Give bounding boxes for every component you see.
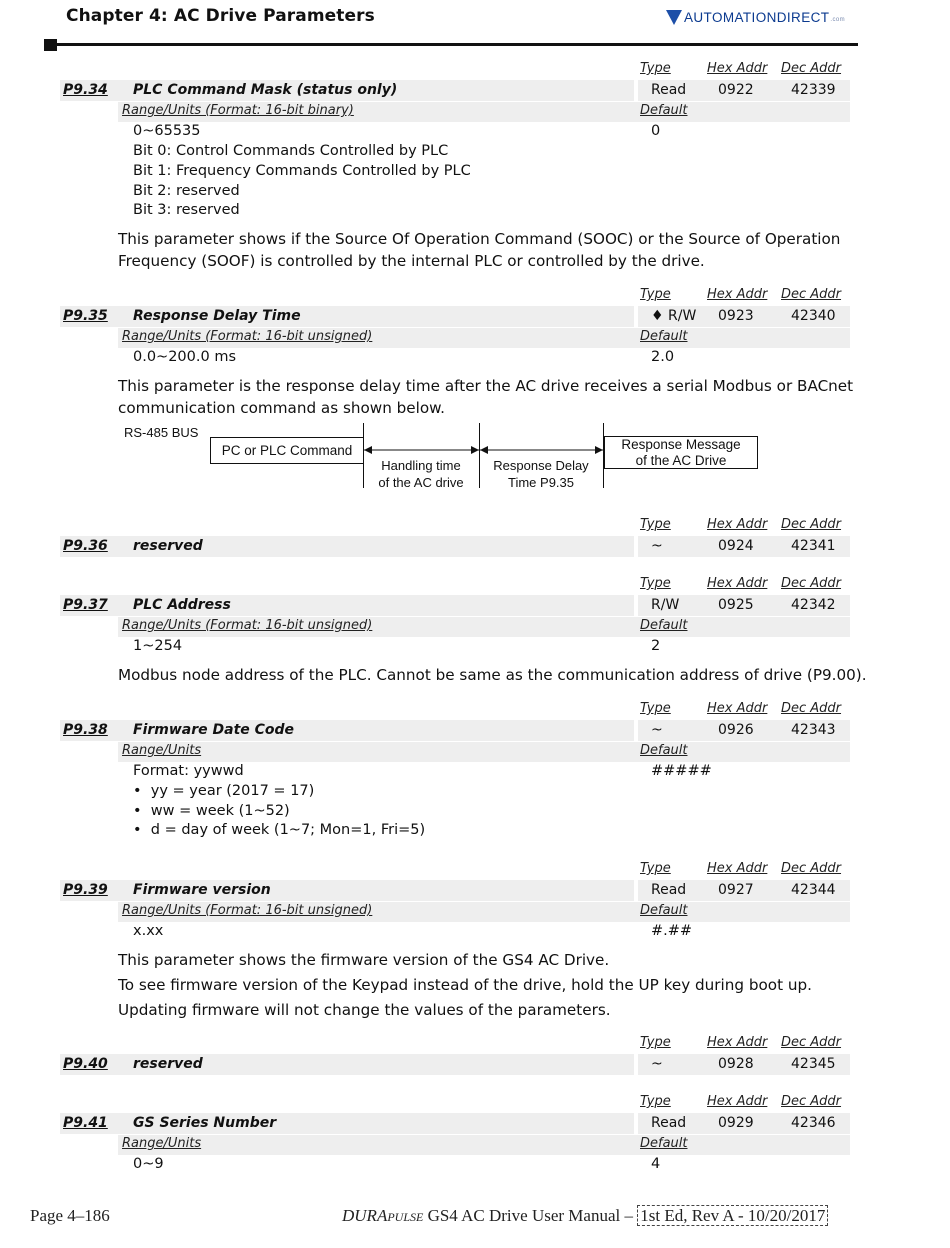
dec-addr-header: Dec Addr [781,861,842,876]
default-header: Default [640,103,688,118]
default-value: #.## [651,923,693,939]
param-number: P9.35 [63,308,108,324]
param-dec-addr: 42341 [791,538,836,554]
range-value: 0~9 [133,1156,164,1172]
param-name: PLC Address [133,597,231,613]
response-box-line: of the AC Drive [635,453,727,468]
param-description-line: communication command as shown below. [118,399,446,417]
param-description-line: To see firmware version of the Keypad instead of the drive, hold the UP key during boot up. [118,976,812,994]
logo-chevron-icon [666,10,682,25]
param-name: reserved [133,1056,203,1072]
header-rule [44,43,858,46]
bullet-item: • yy = year (2017 = 17) [133,783,315,799]
chapter-title: Chapter 4: AC Drive Parameters [66,6,375,26]
brand-name: DURAPULSE [342,1206,424,1225]
dec-addr-header: Dec Addr [781,1035,842,1050]
dec-addr-header: Dec Addr [781,701,842,716]
dec-addr-header: Dec Addr [781,517,842,532]
param-description-line: Updating firmware will not change the values of the parameters. [118,1001,611,1019]
param-dec-addr: 42339 [791,82,836,98]
bit-item: Bit 3: reserved [133,202,240,218]
hex-addr-header: Hex Addr [707,1035,768,1050]
automationdirect-logo [666,6,845,28]
param-dec-addr: 42343 [791,722,836,738]
type-header: Type [640,1035,671,1050]
bit-item: Bit 2: reserved [133,183,240,199]
param-type: ~ [651,722,663,738]
param-description-line: This parameter shows if the Source Of Operation Command (SOOC) or the Source of Operation [118,230,841,248]
range-units-label: Range/Units (Format: 16-bit binary) [122,103,354,118]
param-description-line: Frequency (SOOF) is controlled by the internal PLC or controlled by the drive. [118,252,705,270]
param-name: Firmware version [133,882,271,898]
param-type: ♦ R/W [651,308,697,324]
param-dec-addr: 42344 [791,882,836,898]
param-name: PLC Command Mask (status only) [133,82,398,98]
range-units-label: Range/Units (Format: 16-bit unsigned) [122,903,373,918]
dec-addr-header: Dec Addr [781,576,842,591]
response-message-box [604,436,758,469]
default-value: 4 [651,1156,661,1172]
param-description-line: Modbus node address of the PLC. Cannot be same as the communication address of drive (P9.00). [118,666,867,684]
param-number: P9.34 [63,82,108,98]
response-box-line: Response Message [621,437,741,452]
default-header: Default [640,1136,688,1151]
manual-title: DURAPULSE GS4 AC Drive User Manual – 1st Ed, Rev A - 10/20/2017 [342,1206,828,1226]
dec-addr-header: Dec Addr [781,1094,842,1109]
hex-addr-header: Hex Addr [707,61,768,76]
default-value: 2.0 [651,349,675,365]
hex-addr-header: Hex Addr [707,1094,768,1109]
command-box: PC or PLC Command [210,437,364,464]
param-number: P9.40 [63,1056,108,1072]
bit-item: Bit 1: Frequency Commands Controlled by PLC [133,163,471,179]
hex-addr-header: Hex Addr [707,576,768,591]
param-type: R/W [651,597,680,613]
type-header: Type [640,61,671,76]
type-header: Type [640,701,671,716]
hex-addr-header: Hex Addr [707,861,768,876]
hex-addr-header: Hex Addr [707,517,768,532]
default-header: Default [640,903,688,918]
param-name: Response Delay Time [133,308,301,324]
default-value: ##### [651,763,712,779]
range-value: x.xx [133,923,164,939]
param-type: Read [651,82,687,98]
handling-time-label: Handling time of the AC drive [378,458,464,490]
param-name: reserved [133,538,203,554]
default-header: Default [640,618,688,633]
param-hex-addr: 0926 [718,722,754,738]
type-header: Type [640,1094,671,1109]
param-hex-addr: 0929 [718,1115,754,1131]
range-value: 1~254 [133,638,183,654]
param-hex-addr: 0927 [718,882,754,898]
default-header: Default [640,743,688,758]
param-dec-addr: 42340 [791,308,836,324]
param-dec-addr: 42345 [791,1056,836,1072]
default-value: 0 [651,123,661,139]
param-type: ~ [651,1056,663,1072]
range-units-label: Range/Units (Format: 16-bit unsigned) [122,618,373,633]
param-number: P9.38 [63,722,108,738]
range-units-label: Range/Units (Format: 16-bit unsigned) [122,329,373,344]
type-header: Type [640,517,671,532]
logo-suffix: .com [830,17,846,23]
hex-addr-header: Hex Addr [707,701,768,716]
param-hex-addr: 0925 [718,597,754,613]
dec-addr-header: Dec Addr [781,61,842,76]
range-value: Format: yywwd [133,763,244,779]
param-hex-addr: 0922 [718,82,754,98]
param-hex-addr: 0928 [718,1056,754,1072]
bullet-item: • d = day of week (1~7; Mon=1, Fri=5) [133,822,426,838]
param-hex-addr: 0924 [718,538,754,554]
param-dec-addr: 42346 [791,1115,836,1131]
type-header: Type [640,287,671,302]
logo-text: AUTOMATIONDIRECT [684,9,830,25]
param-description-line: This parameter shows the firmware version of the GS4 AC Drive. [118,951,610,969]
page-number: Page 4–186 [30,1206,110,1225]
range-units-label: Range/Units [122,743,202,758]
edition-revision: 1st Ed, Rev A - 10/20/2017 [637,1205,828,1226]
param-name: Firmware Date Code [133,722,295,738]
range-value: 0~65535 [133,123,201,139]
param-name: GS Series Number [133,1115,277,1131]
param-type: Read [651,1115,687,1131]
hex-addr-header: Hex Addr [707,287,768,302]
bullet-item: • ww = week (1~52) [133,803,290,819]
param-number: P9.37 [63,597,108,613]
param-type: Read [651,882,687,898]
param-type: ~ [651,538,663,554]
default-header: Default [640,329,688,344]
type-header: Type [640,576,671,591]
bit-item: Bit 0: Control Commands Controlled by PLC [133,143,449,159]
param-description-line: This parameter is the response delay time after the AC drive receives a serial Modbus or BACnet [118,377,854,395]
rs485-bus-label: RS-485 BUS [124,425,199,440]
param-number: P9.41 [63,1115,108,1131]
param-dec-addr: 42342 [791,597,836,613]
param-hex-addr: 0923 [718,308,754,324]
range-value: 0.0~200.0 ms [133,349,237,365]
param-number: P9.39 [63,882,108,898]
range-units-label: Range/Units [122,1136,202,1151]
type-header: Type [640,861,671,876]
dec-addr-header: Dec Addr [781,287,842,302]
default-value: 2 [651,638,661,654]
response-delay-label: Response Delay Time P9.35 [493,458,589,490]
param-number: P9.36 [63,538,108,554]
